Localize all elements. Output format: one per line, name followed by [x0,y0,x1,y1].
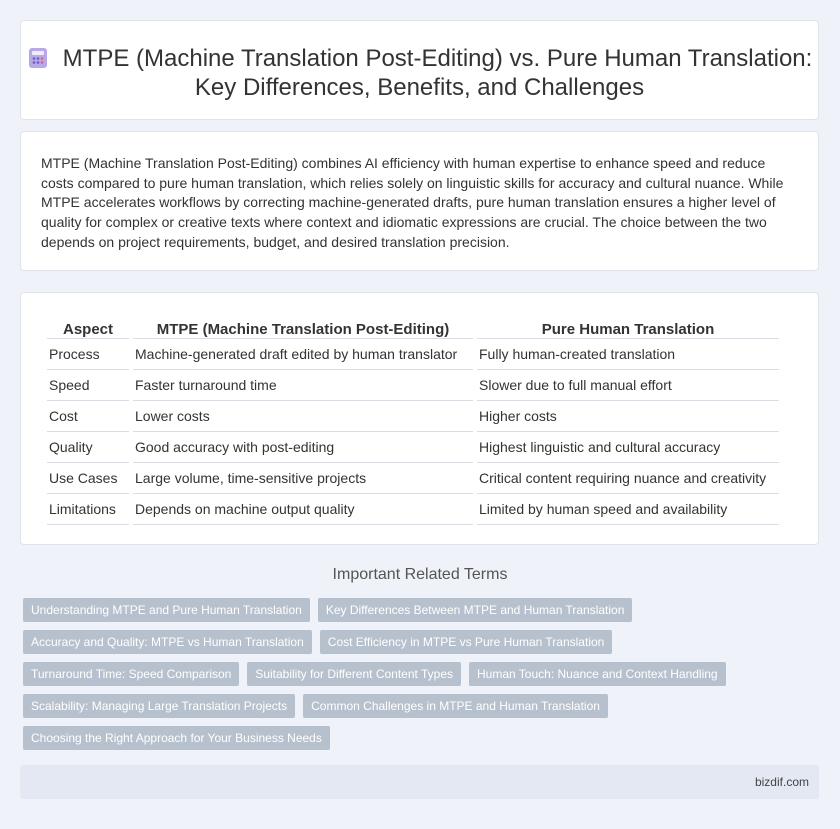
related-term-tag[interactable]: Human Touch: Nuance and Context Handling [469,662,726,686]
cell-human: Slower due to full manual effort [477,370,779,401]
table-header-row [47,313,779,339]
cell-mtpe: Large volume, time-sensitive projects [133,463,473,494]
cell-aspect: Process [47,339,129,370]
cell-mtpe: Good accuracy with post-editing [133,432,473,463]
cell-aspect: Use Cases [47,463,129,494]
title-card [20,20,819,120]
comparison-table [43,313,783,525]
cell-human: Limited by human speed and availability [477,494,779,525]
cell-mtpe: Lower costs [133,401,473,432]
table-row [47,463,779,494]
related-term-tag[interactable]: Accuracy and Quality: MTPE vs Human Translation [23,630,312,654]
header-mtpe: MTPE (Machine Translation Post-Editing) [133,313,473,339]
cell-human: Critical content requiring nuance and creativity [477,463,779,494]
cell-aspect: Quality [47,432,129,463]
table-row [47,401,779,432]
intro-paragraph: MTPE (Machine Translation Post-Editing) combines AI efficiency with human expertise to enhance speed and reduce costs compared to pure human translation, which relies solely on linguistic skills for accuracy and cultural nuance. While MTPE accelerates workflows by correcting machine-generated drafts, pure human translation ensures a higher level of quality for complex or creative texts where context and idiomatic expressions are crucial. The choice between the two depends on project requirements, budget, and desired translation precision. [41,155,784,250]
related-term-tag[interactable]: Cost Efficiency in MTPE vs Pure Human Translation [320,630,613,654]
related-term-tag[interactable]: Suitability for Different Content Types [247,662,461,686]
header-aspect: Aspect [47,313,129,339]
related-terms-heading: Important Related Terms [332,566,508,583]
table-row [47,370,779,401]
cell-mtpe: Faster turnaround time [133,370,473,401]
cell-mtpe: Depends on machine output quality [133,494,473,525]
calculator-icon [27,47,49,69]
footer-site-name[interactable]: bizdif.com [754,775,809,789]
related-term-tag[interactable]: Choosing the Right Approach for Your Business Needs [23,726,330,750]
cell-mtpe: Machine-generated draft edited by human translator [133,339,473,370]
comparison-card [20,292,819,545]
related-term-tag[interactable]: Turnaround Time: Speed Comparison [23,662,239,686]
related-term-tag[interactable]: Common Challenges in MTPE and Human Translation [303,694,608,718]
cell-human: Fully human-created translation [477,339,779,370]
header-human: Pure Human Translation [477,313,779,339]
cell-aspect: Speed [47,370,129,401]
cell-aspect: Cost [47,401,129,432]
table-row [47,432,779,463]
table-row [47,494,779,525]
intro-card [20,131,819,271]
related-term-tag[interactable]: Key Differences Between MTPE and Human Translation [318,598,633,622]
cell-human: Higher costs [477,401,779,432]
cell-aspect: Limitations [47,494,129,525]
cell-human: Highest linguistic and cultural accuracy [477,432,779,463]
related-term-tag[interactable]: Understanding MTPE and Pure Human Translation [23,598,310,622]
page-title: MTPE (Machine Translation Post-Editing) vs. Pure Human Translation: Key Differences, Benefits, and Challenges [62,45,813,101]
footer-bar [20,765,819,799]
page-title-wrap [21,44,818,102]
related-terms-list [23,598,783,750]
table-row [47,339,779,370]
related-term-tag[interactable]: Scalability: Managing Large Translation Projects [23,694,295,718]
